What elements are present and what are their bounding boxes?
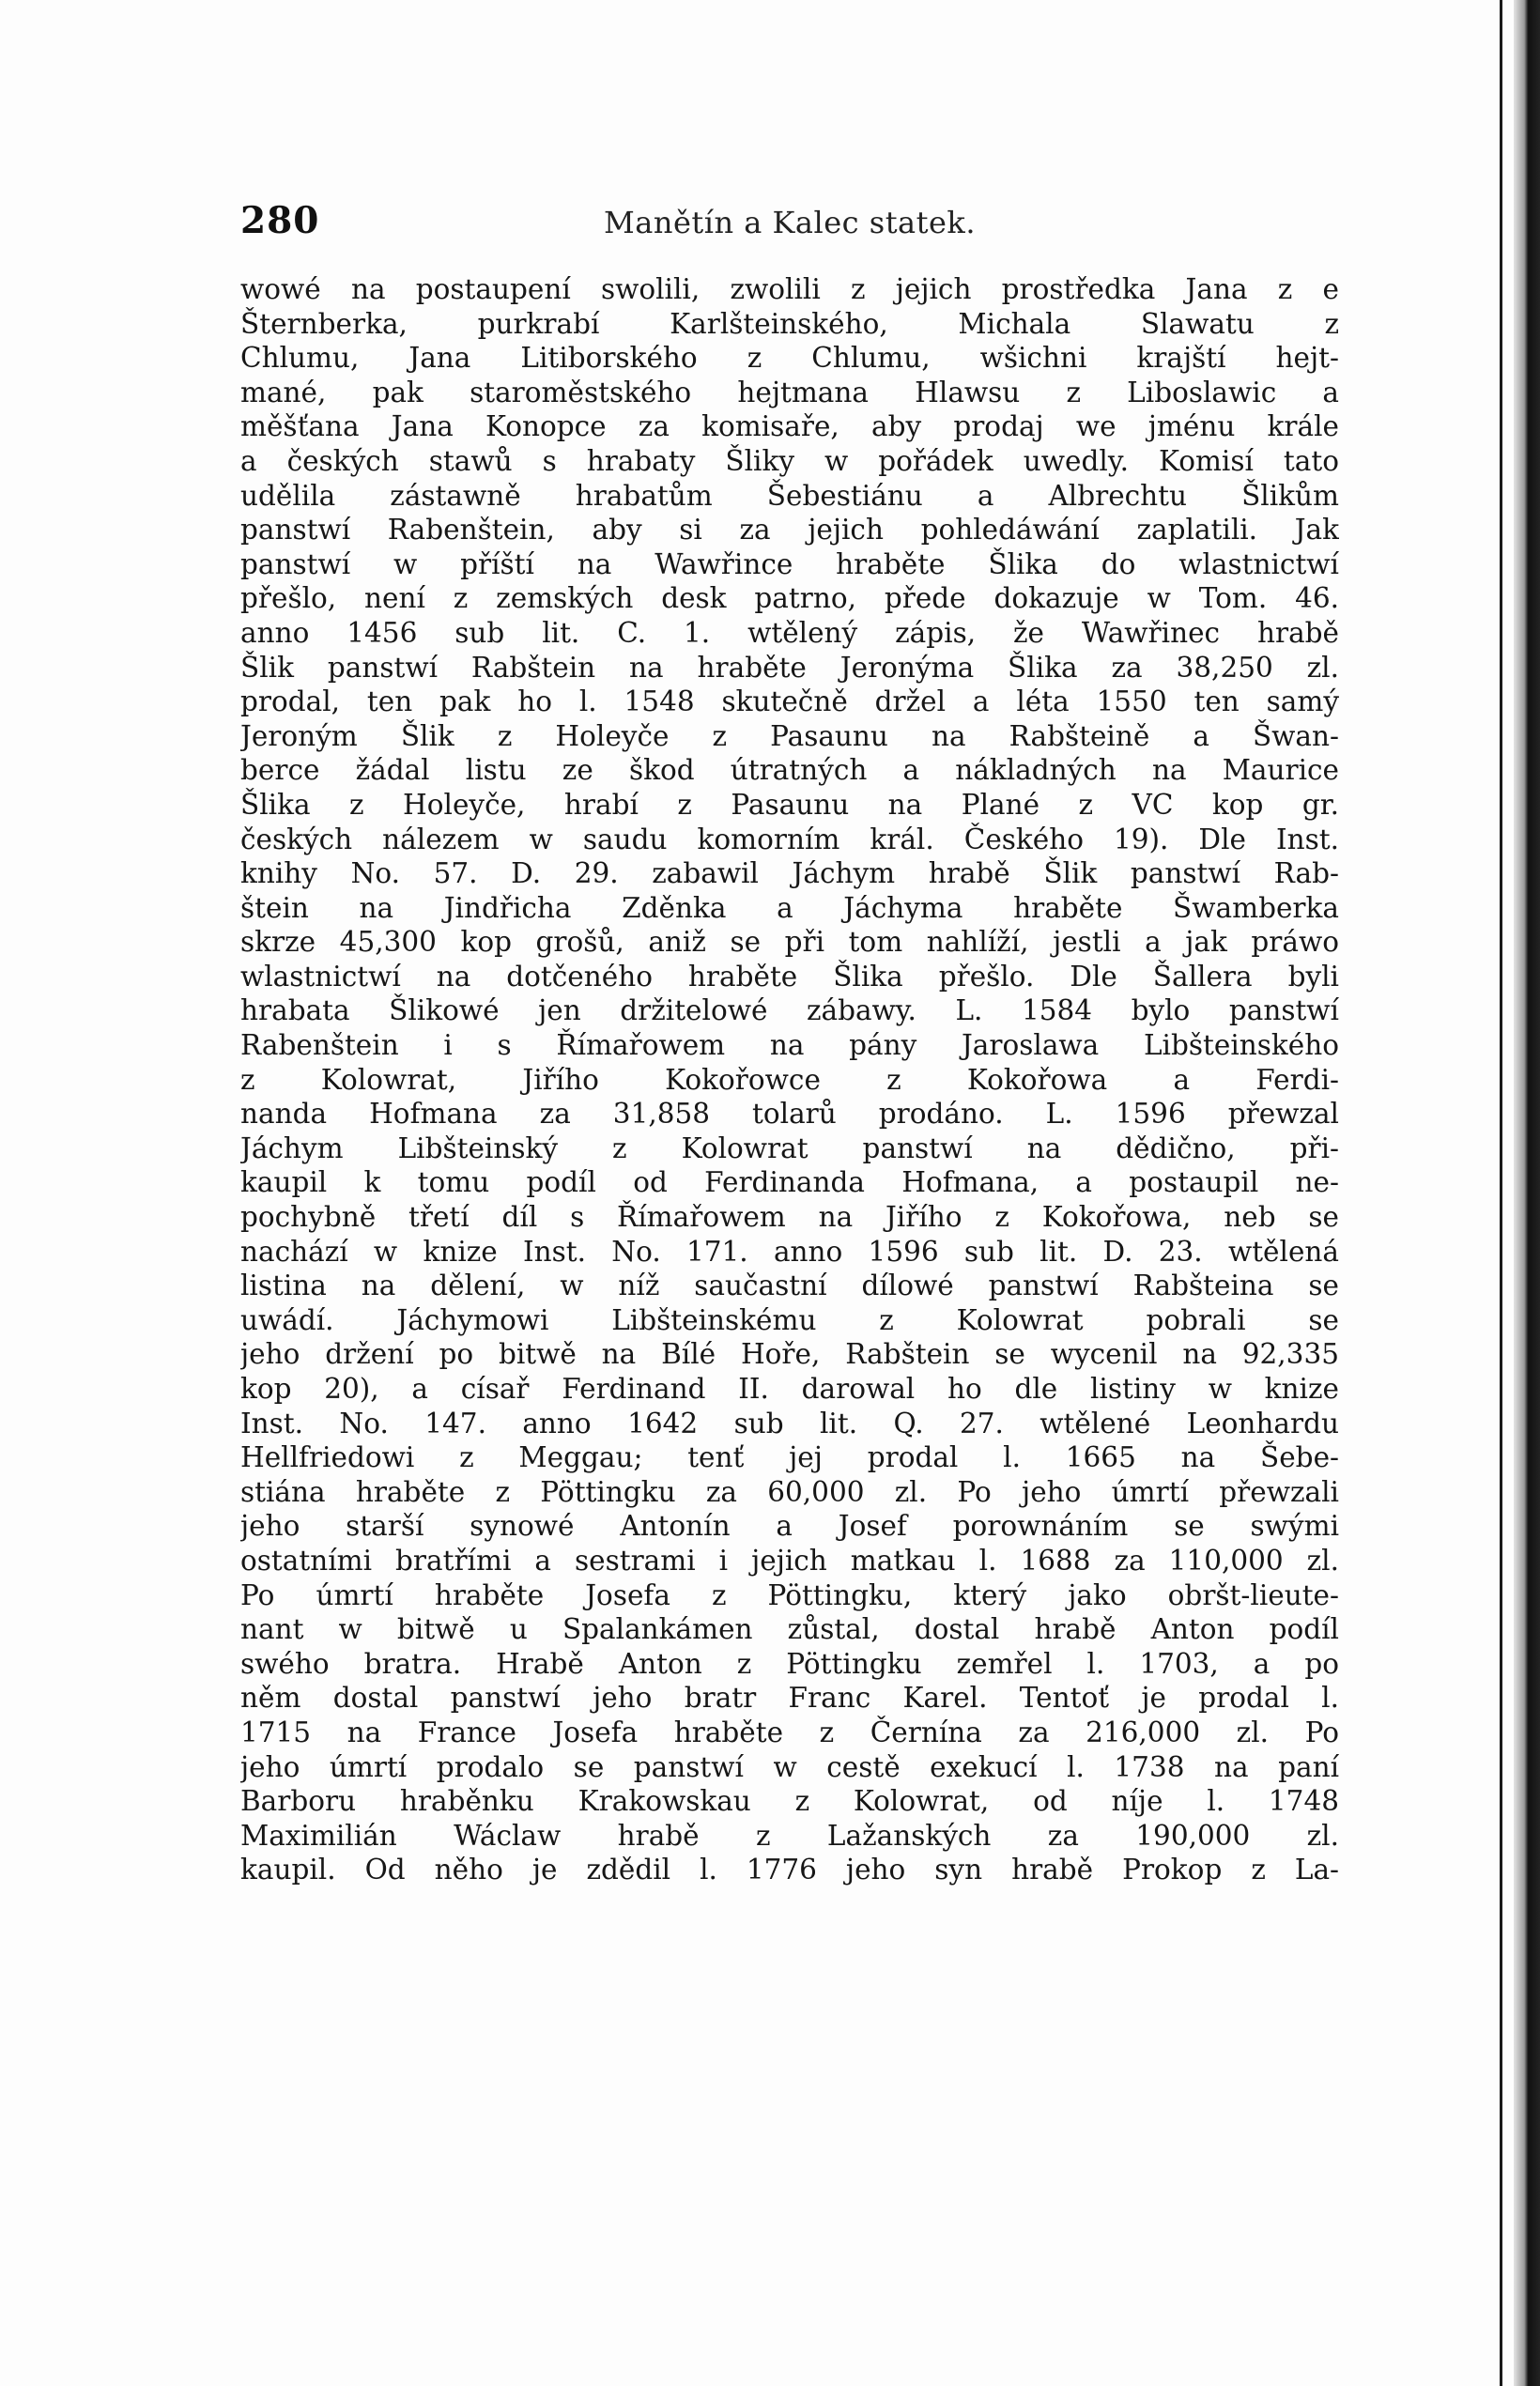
text-line: měšťana Jana Konopce za komisaře, aby prodaj we jménu krále [240, 410, 1339, 443]
text-line: jeho držení po bitwě na Bílé Hoře, Rabštein se wycenil na 92,335 [240, 1338, 1339, 1371]
text-line: mané, pak staroměstského hejtmana Hlawsu z Liboslawic a [240, 376, 1339, 408]
text-line: Šternberka, purkrabí Karlšteinského, Michala Slawatu z [240, 307, 1339, 340]
text-line: Maximilián Wáclaw hrabě z Lažanských za 190,000 zl. [240, 1819, 1339, 1852]
text-line: z Kolowrat, Jiřího Kokořowce z Kokořowa a Ferdi- [240, 1063, 1339, 1096]
text-line: hrabata Šlikowé jen držitelowé zábawy. L. 1584 bylo panstwí [240, 994, 1339, 1027]
text-line: Šlika z Holeyče, hrabí z Pasaunu na Plané z VC kop gr. [240, 788, 1339, 821]
text-line: Po úmrtí hraběte Josefa z Pöttingku, který jako obršt-lieute- [240, 1578, 1339, 1611]
text-line: a českých stawů s hrabaty Šliky w pořádek uwedly. Komisí tato [240, 444, 1339, 477]
text-line: jeho úmrtí prodalo se panstwí w cestě exekucí l. 1738 na paní [240, 1750, 1339, 1783]
text-line: knihy No. 57. D. 29. zabawil Jáchym hrabě Šlik panstwí Rab- [240, 857, 1339, 890]
text-line: berce žádal listu ze škod útratných a nákladných na Maurice [240, 754, 1339, 787]
text-line: Jeroným Šlik z Holeyče z Pasaunu na Rabšteině a Šwan- [240, 719, 1339, 752]
text-line: přešlo, není z zemských desk patrno, přede dokazuje w Tom. 46. [240, 582, 1339, 615]
body-text [240, 272, 1339, 1887]
text-line: uwádí. Jáchymowi Libšteinskému z Kolowrat pobrali se [240, 1303, 1339, 1336]
text-line: skrze 45,300 kop grošů, aniž se při tom nahlíží, jestli a jak práwo [240, 926, 1339, 959]
text-line: Barboru hraběnku Krakowskau z Kolowrat, od níje l. 1748 [240, 1785, 1339, 1818]
text-line: 1715 na France Josefa hraběte z Černína za 216,000 zl. Po [240, 1716, 1339, 1748]
text-line: českých nálezem w saudu komorním král. Českého 19). Dle Inst. [240, 823, 1339, 855]
text-line: Hellfriedowi z Meggau; tenť jej prodal l. 1665 na Šebe- [240, 1441, 1339, 1474]
page-number: 280 [240, 199, 320, 242]
text-line: listina na dělení, w níž saučastní dílowé panstwí Rabšteina se [240, 1270, 1339, 1302]
text-line: Šlik panstwí Rabštein na hraběte Jeronýma Šlika za 38,250 zl. [240, 651, 1339, 684]
text-line: udělila zástawně hrabatům Šebestiánu a Albrechtu Šlikům [240, 479, 1339, 512]
text-line: wowé na postaupení swolili, zwolili z jejich prostředka Jana z e [240, 273, 1339, 305]
text-line: anno 1456 sub lit. C. 1. wtělený zápis, že Wawřinec hrabě [240, 616, 1339, 649]
text-line: Jáchym Libšteinský z Kolowrat panstwí na dědičnо, při- [240, 1131, 1339, 1164]
text-line: štein na Jindřicha Zděnka a Jáchyma hraběte Šwamberka [240, 891, 1339, 924]
text-line: panstwí w příští na Wawřince hraběte Šlika do wlastnictwí [240, 547, 1339, 580]
text-line: swého bratra. Hrabě Anton z Pöttingku zemřel l. 1703, a po [240, 1647, 1339, 1680]
running-head: Manětín a Kalec statek. [604, 205, 976, 240]
text-line: Inst. No. 147. anno 1642 sub lit. Q. 27. wtělené Leonhardu [240, 1407, 1339, 1439]
text-line: ostatními bratřími a sestrami i jejich matkau l. 1688 za 110,000 zl. [240, 1544, 1339, 1577]
text-line: nant w bitwě u Spalankámen zůstal, dostal hrabě Anton podíl [240, 1613, 1339, 1646]
text-line: kaupil k tomu podíl od Ferdinanda Hofmana, a postaupil ne- [240, 1166, 1339, 1199]
page-edge-shadow [1514, 0, 1540, 2386]
text-line: Chlumu, Jana Litiborského z Chlumu, wšichni krajští hejt- [240, 342, 1339, 375]
text-line: prodal, ten pak ho l. 1548 skutečně držel a léta 1550 ten samý [240, 685, 1339, 718]
text-line: stiána hraběte z Pöttingku za 60,000 zl. Po jeho úmrtí přewzali [240, 1475, 1339, 1508]
text-line: něm dostal panstwí jeho bratr Franc Karel. Tentoť je prodal l. [240, 1682, 1339, 1715]
text-line: kaupil. Od něho je zdědil l. 1776 jeho syn hrabě Prokop z La- [240, 1854, 1339, 1886]
text-line: pochybně třetí díl s Římařowem na Jiřího z Kokořowa, neb se [240, 1201, 1339, 1234]
text-line: nachází w knize Inst. No. 171. anno 1596 sub lit. D. 23. wtělená [240, 1235, 1339, 1268]
page-edge-line [1500, 0, 1502, 2386]
text-line: nanda Hofmana za 31,858 tolarů prodáno. L. 1596 přewzal [240, 1098, 1339, 1131]
text-line: Rabenštein i s Římařowem na pány Jaroslawa Libšteinského [240, 1029, 1339, 1062]
text-line: wlastnictwí na dotčeného hraběte Šlika přešlo. Dle Šallera byli [240, 960, 1339, 993]
text-line: kop 20), a císař Ferdinand II. darowal ho dle listiny w knize [240, 1373, 1339, 1405]
page-header [240, 199, 1339, 255]
text-line: jeho starší synowé Antonín a Josef porownáním se swými [240, 1510, 1339, 1543]
text-line: panstwí Rabenštein, aby si za jejich pohledáwání zaplatili. Jak [240, 514, 1339, 546]
